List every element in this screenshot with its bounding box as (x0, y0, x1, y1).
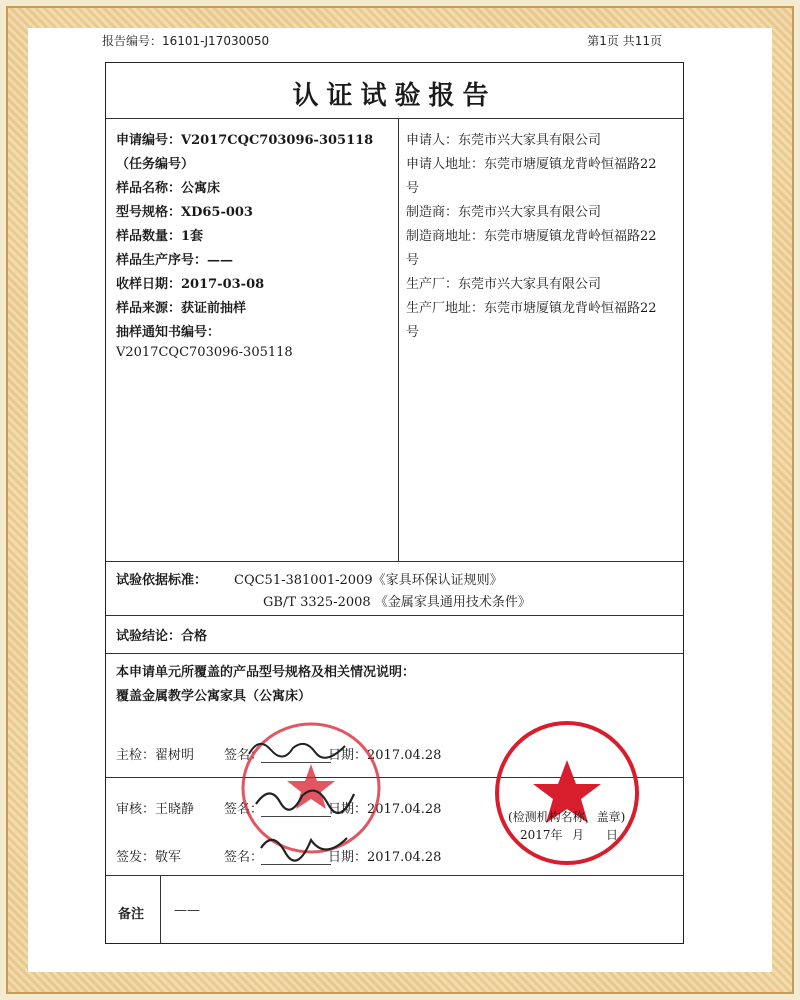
factory: 生产厂：东莞市兴大家具有限公司 (406, 277, 602, 292)
divider (398, 118, 399, 561)
inspector: 主检：翟树明 (116, 748, 195, 763)
stamp-caption: (检测机构名称，盖章) (508, 810, 626, 824)
official-stamp (492, 718, 642, 868)
divider (106, 118, 683, 119)
issuer: 签发：敬军 (116, 850, 182, 865)
divider (160, 875, 161, 943)
reviewer-sign-label: 签名： (224, 802, 264, 817)
standard-2: GB/T 3325-2008 《金属家具通用技术条件》 (263, 595, 531, 610)
applicant-address: 申请人地址：东莞市塘厦镇龙背岭恒福路22 (406, 157, 657, 172)
standard-1: CQC51-381001-2009《家具环保认证规则》 (234, 573, 503, 588)
factory-address: 生产厂地址：东莞市塘厦镇龙背岭恒福路22 (406, 301, 657, 316)
notice-number: V2017CQC703096-305118 (116, 345, 293, 360)
task-number: （任务编号） (116, 157, 195, 172)
remarks-value: —— (174, 903, 200, 918)
factory-address-cont: 号 (406, 325, 420, 340)
reviewer-date: 日期：2017.04.28 (328, 802, 442, 817)
stamp-year: 2017年 (520, 828, 563, 842)
remarks-label: 备注 (118, 907, 145, 922)
divider (106, 875, 683, 876)
page-number: 第1页 共11页 (587, 34, 662, 48)
standards-label: 试验依据标准： (116, 573, 208, 588)
report-number: 报告编号：16101-J17030050 (102, 34, 270, 48)
manufacturer-address-cont: 号 (406, 253, 420, 268)
sample-serial: 样品生产序号：—— (116, 253, 234, 268)
manufacturer: 制造商：东莞市兴大家具有限公司 (406, 205, 602, 220)
coverage-description: 本申请单元所覆盖的产品型号规格及相关情况说明： (116, 665, 416, 680)
application-number: 申请编号：V2017CQC703096-305118 (116, 133, 374, 148)
applicant: 申请人：东莞市兴大家具有限公司 (406, 133, 602, 148)
test-conclusion: 试验结论：合格 (116, 629, 208, 644)
applicant-address-cont: 号 (406, 181, 420, 196)
divider (106, 615, 683, 616)
stamp-month: 月 (572, 828, 585, 842)
sample-source: 样品来源：获证前抽样 (116, 301, 247, 316)
coverage-detail: 覆盖金属教学公寓家具（公寓床） (116, 689, 312, 704)
sample-name: 样品名称：公寓床 (116, 181, 221, 196)
stamp-day: 日 (606, 828, 619, 842)
official-stamp-icon (492, 718, 642, 868)
divider (106, 561, 683, 562)
receive-date: 收样日期：2017-03-08 (116, 277, 265, 292)
inspector-date: 日期：2017.04.28 (328, 748, 442, 763)
issuer-sign-label: 签名： (224, 850, 264, 865)
inspector-sign-label: 签名： (224, 748, 264, 763)
divider (106, 653, 683, 654)
issuer-date: 日期：2017.04.28 (328, 850, 442, 865)
signature-3-icon (255, 826, 355, 866)
sample-quantity: 样品数量：1套 (116, 229, 204, 244)
report-title: 认证试验报告 (292, 81, 497, 111)
model-spec: 型号规格：XD65-003 (116, 205, 253, 220)
signature-1-icon (245, 732, 355, 768)
notice-label: 抽样通知书编号： (116, 325, 221, 340)
manufacturer-address: 制造商地址：东莞市塘厦镇龙背岭恒福路22 (406, 229, 657, 244)
signature-2-icon (250, 778, 360, 818)
reviewer: 审核：王晓静 (116, 802, 195, 817)
